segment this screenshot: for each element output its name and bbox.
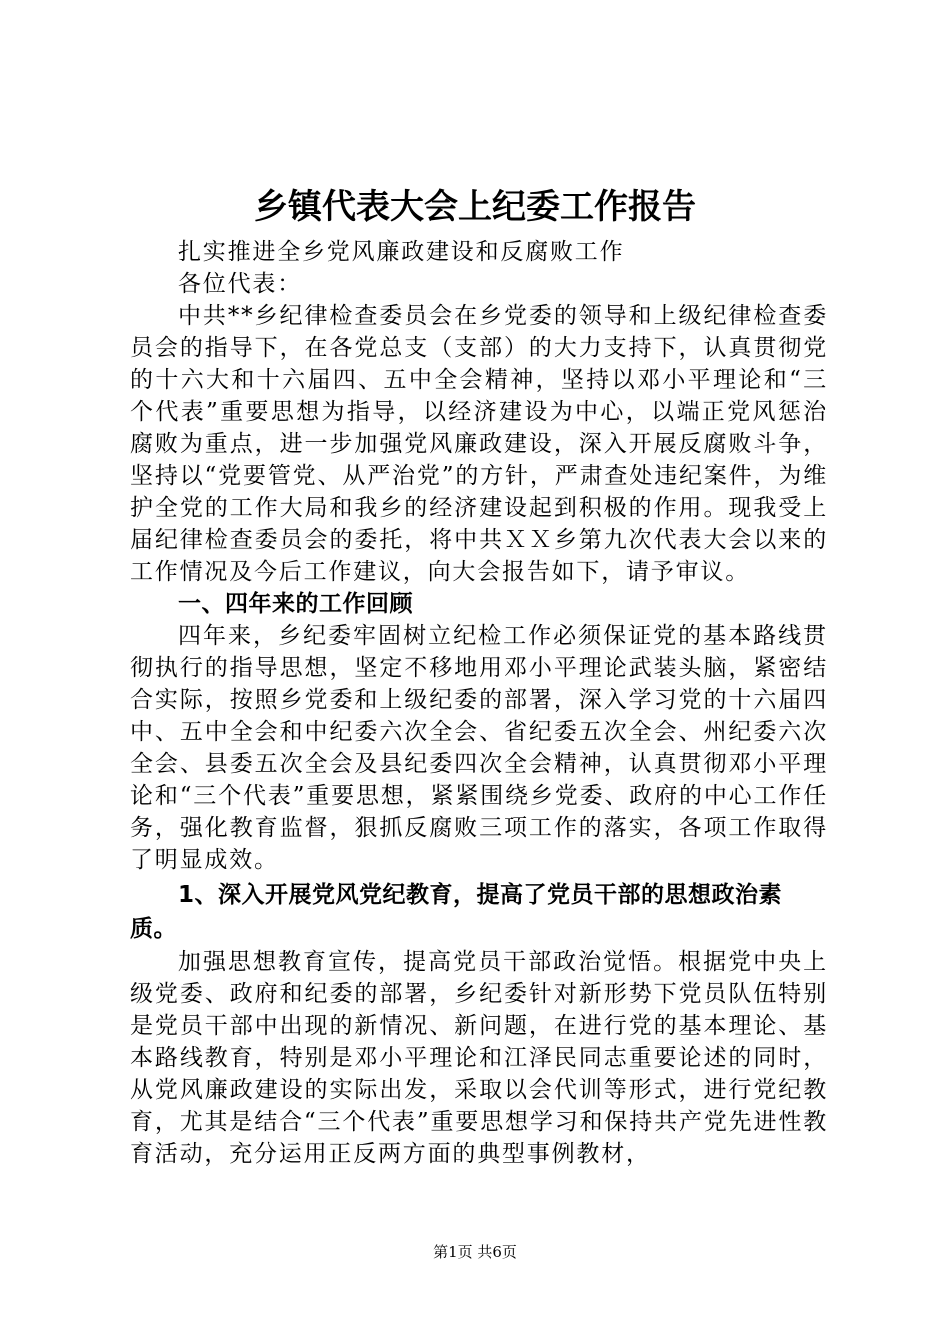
page-title: 乡镇代表大会上纪委工作报告	[254, 187, 696, 227]
subsection-heading-education: 1、深入开展党风党纪教育，提高了党员干部的思想政治素质。	[130, 882, 783, 942]
section-heading-review: 一、四年来的工作回顾	[178, 591, 413, 617]
subsection-education-paragraph: 加强思想教育宣传，提高党员干部政治觉悟。根据党中央上级党委、政府和纪委的部署，乡纪委针对新形势下党员队伍特别是党员干部中出现的新情况、新问题，在进行党的基本理论、基本路线教育，特别是邓小平理论和江泽民同志重要论述的同时，从党风廉政建设的实际出发，采取以会代训等形式，进行党纪教育，尤其是结合“三个代表”重要思想学习和保持共产党先进性教育活动，充分运用正反两方面的典型事例教材，	[130, 949, 828, 1167]
document-body	[130, 236, 828, 1170]
intro-paragraph: 中共**乡纪律检查委员会在乡党委的领导和上级纪律检查委员会的指导下，在各党总支（支部）的大力支持下，认真贯彻党的十六大和十六届四、五中全会精神，坚持以邓小平理论和“三个代表”重要思想为指导，以经济建设为中心，以端正党风惩治腐败为重点，进一步加强党风廉政建设，深入开展反腐败斗争，坚持以“党要管党、从严治党”的方针，严肃查处违纪案件，为维护全党的工作大局和我乡的经济建设起到积极的作用。现我受上届纪律检查委员会的委托，将中共ＸＸ乡第九次代表大会以来的工作情况及今后工作建议，向大会报告如下，请予审议。	[130, 303, 828, 585]
salutation: 各位代表：	[178, 271, 302, 297]
page-number-footer: 第1页 共6页	[433, 1243, 517, 1261]
subtitle: 扎实推进全乡党风廉政建设和反腐败工作	[178, 239, 625, 265]
section-review-paragraph: 四年来，乡纪委牢固树立纪检工作必须保证党的基本路线贯彻执行的指导思想，坚定不移地用邓小平理论武装头脑，紧密结合实际，按照乡党委和上级纪委的部署，深入学习党的十六届四中、五中全会和中纪委六次全会、省纪委五次全会、州纪委六次全会、县委五次全会及县纪委四次全会精神，认真贯彻邓小平理论和“三个代表”重要思想，紧紧围绕乡党委、政府的中心工作任务，强化教育监督，狠抓反腐败三项工作的落实，各项工作取得了明显成效。	[130, 623, 828, 873]
